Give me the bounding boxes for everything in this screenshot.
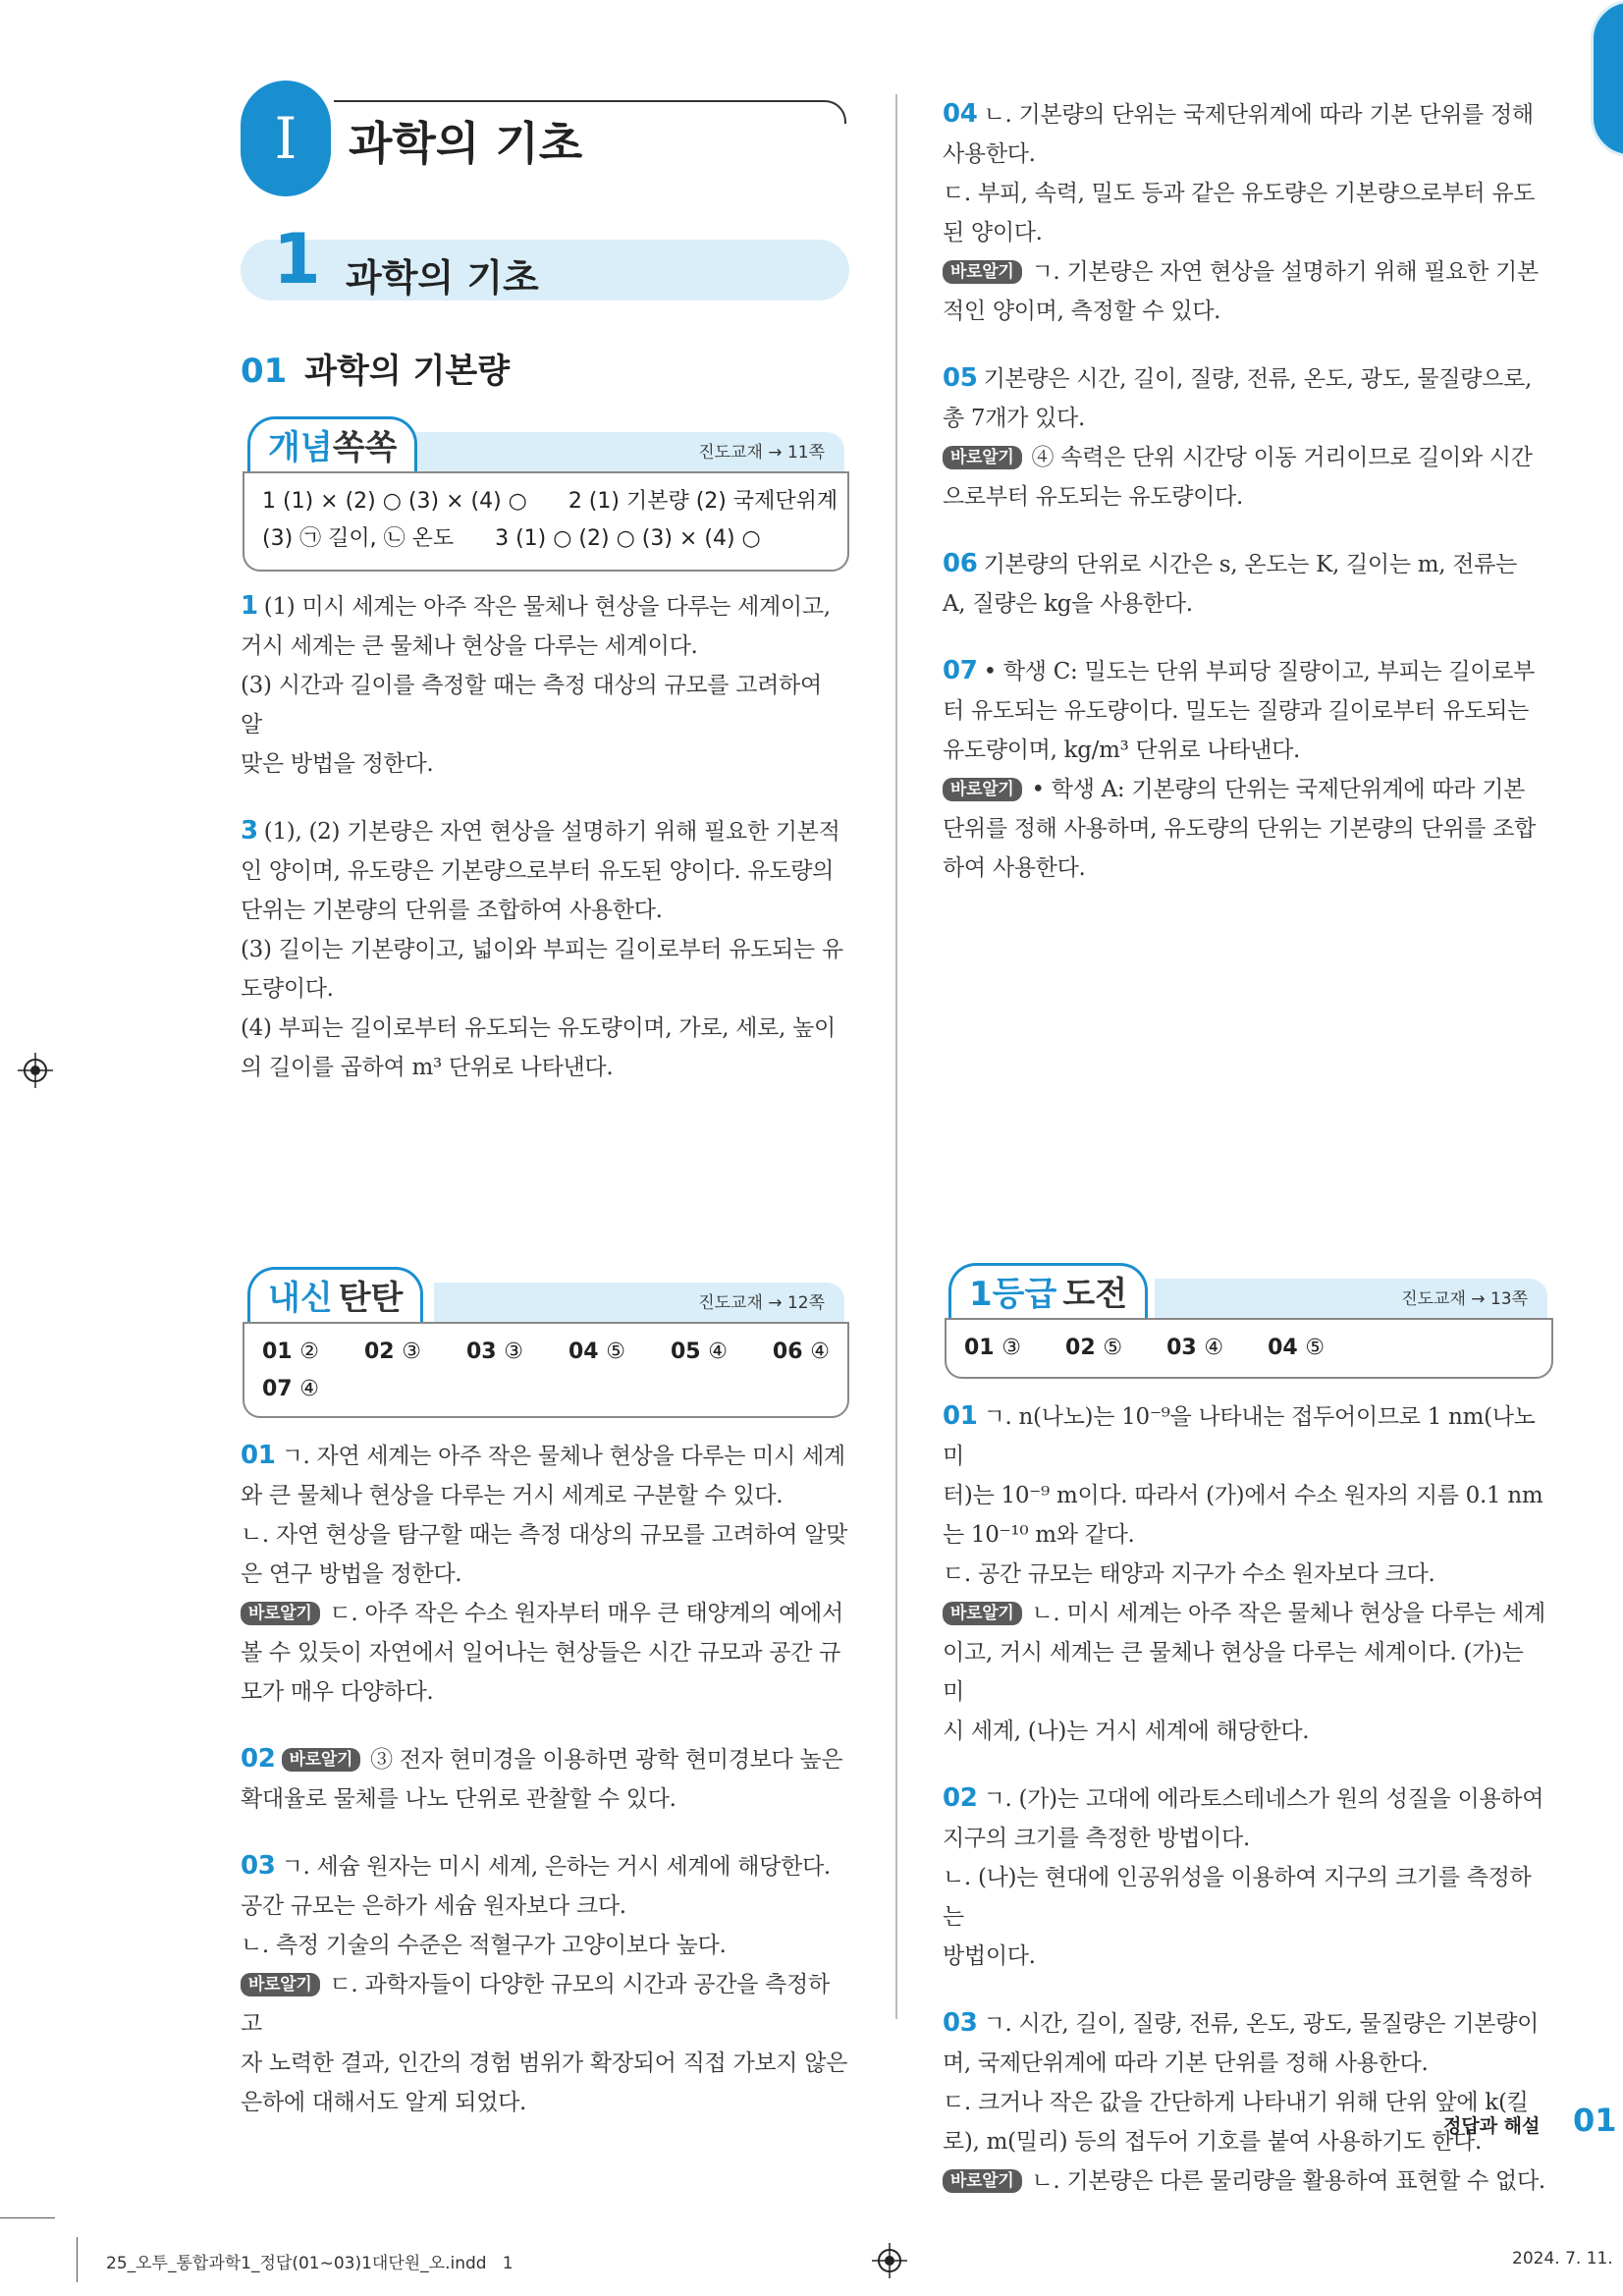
naesin-answer: 03 ③ — [465, 1339, 523, 1364]
naesin-explanations — [241, 1436, 849, 2150]
correction-tag: 바로알기 — [282, 1748, 361, 1772]
naesin-answer: 01 ② — [262, 1339, 320, 1364]
right-top-explanations — [943, 94, 1551, 915]
naesin-header — [247, 1267, 844, 1324]
naesin-answer: 06 ④ — [772, 1339, 830, 1364]
challenge-exp-03: 03 ㄱ. 시간, 길이, 질량, 전류, 온도, 광도, 물질량은 기본량이 며, 국제단위계에 따라 기본 단위를 정해 사용한다. ㄷ. 크거나 작은 값을 간단하게 나타내기 위해 단위 앞에 k(킬 로), m(밀리) 등의 접두어 기호를 붙여 사용하기도 한다. 바로알기 ㄴ. 기본량은 다른 물리량을 활용하여 표현할 수 없다. — [943, 2008, 1545, 2194]
concept-exp-1: 1 (1) 미시 세계는 아주 작은 물체나 현상을 다루는 세계이고, 거시 세계는 큰 물체나 현상을 다루는 세계이다. (3) 시간과 길이를 측정할 때는 측정 대상의 규모를 고려하여 알 맞은 방법을 정한다. — [241, 591, 831, 777]
naesin-label: 내신 탄탄 — [247, 1267, 423, 1327]
concept-explanations — [241, 586, 849, 1115]
correction-tag: 바로알기 — [943, 260, 1022, 284]
unit-title: 과학의 기초 — [346, 256, 539, 300]
subsection-title — [241, 344, 510, 392]
naesin-answer-box — [243, 1322, 849, 1418]
correction-tag: 바로알기 — [241, 1973, 320, 1996]
chapter-rule — [334, 100, 846, 124]
concept-answer-box — [243, 471, 849, 572]
naesin-exp-01: 01 ㄱ. 자연 세계는 아주 작은 물체나 현상을 다루는 미시 세계 와 큰 물체나 현상을 다루는 거시 세계로 구분할 수 있다. ㄴ. 자연 현상을 탐구할 때는 측정 대상의 규모를 고려하여 알맞 은 연구 방법을 정한다. 바로알기 ㄷ. 아주 작은 수소 원자부터 매우 큰 태양계의 예에서 볼 수 있듯이 자연에서 일어나는 현상들은 시간 규모과 공간 규 모가 매우 다양하다. — [241, 1441, 848, 1705]
naesin-answer: 05 ④ — [670, 1339, 728, 1364]
exp-04: 04 ㄴ. 기본량의 단위는 국제단위계에 따라 기본 단위를 정해 사용한다. ㄷ. 부피, 속력, 밀도 등과 같은 유도량은 기본량으로부터 유도 된 양이다. 바로알기 ㄱ. 기본량은 자연 현상을 설명하기 위해 필요한 기본 적인 양이며, 측정할 수 있다. — [943, 99, 1539, 324]
concept-answer-line-1: 1 (1) × (2) ○ (3) × (4) ○ 2 (1) 기본량 (2) 국제단위계 — [262, 489, 839, 514]
footer-page-number: 01 — [1573, 2102, 1617, 2139]
naesin-ref: 진도교재 → 12쪽 — [698, 1293, 825, 1313]
correction-tag: 바로알기 — [943, 1602, 1022, 1625]
correction-tag: 바로알기 — [943, 446, 1022, 469]
naesin-exp-03: 03 ㄱ. 세슘 원자는 미시 세계, 은하는 거시 세계에 해당한다. 공간 규모는 은하가 세슘 원자보다 크다. ㄴ. 측정 기술의 수준은 적혈구가 고양이보다 높다. 바로알기 ㄷ. 과학자들이 다양한 규모의 시간과 공간을 측정하고 자 노력한 결과, 인간의 경험 범위가 확장되어 직접 가보지 않은 은하에 대해서도 알게 되었다. — [241, 1851, 848, 2115]
slug-tick — [77, 2237, 78, 2282]
concept-exp-3: 3 (1), (2) 기본량은 자연 현상을 설명하기 위해 필요한 기본적 인 양이며, 유도량은 기본량으로부터 유도된 양이다. 유도량의 단위는 기본량의 단위를 조합하여 사용한다. (3) 길이는 기본량이고, 넓이와 부피는 길이로부터 유도되는 유 도량이다. (4) 부피는 길이로부터 유도되는 유도량이며, 가로, 세로, 높이 의 길이를 곱하여 m³ 단위로 나타낸다. — [241, 816, 843, 1080]
challenge-exp-01: 01 ㄱ. n(나노)는 10⁻⁹을 나타내는 접두어이므로 1 nm(나노미 터)는 10⁻⁹ m이다. 따라서 (가)에서 수소 원자의 지름 0.1 nm 는 10⁻¹⁰ m와 같다. ㄷ. 공간 규모는 태양과 지구가 수소 원자보다 크다. 바로알기 ㄴ. 미시 세계는 아주 작은 물체나 현상을 다루는 세계 이고, 거시 세계는 큰 물체나 현상을 다루는 세계이다. (가)는 미 시 세계, (나)는 거시 세계에 해당한다. — [943, 1401, 1545, 1744]
naesin-answer: 02 ③ — [363, 1339, 422, 1364]
exp-06: 06 기본량의 단위로 시간은 s, 온도는 K, 길이는 m, 전류는 A, 질량은 kg을 사용한다. — [943, 549, 1518, 617]
naesin-answer: 04 ⑤ — [568, 1339, 625, 1364]
naesin-exp-02: 02 바로알기 ③ 전자 현미경을 이용하면 광학 현미경보다 높은 확대율로 물체를 나노 단위로 관찰할 수 있다. — [241, 1744, 843, 1812]
challenge-header — [948, 1263, 1547, 1320]
concept-ref: 진도교재 → 11쪽 — [698, 443, 825, 463]
edge-tab — [1591, 0, 1623, 157]
exp-05: 05 기본량은 시간, 길이, 질량, 전류, 온도, 광도, 물질량으로, 총 7개가 있다. 바로알기 ④ 속력은 단위 시간당 이동 거리이므로 길이와 시간 으로부터 유도되는 유도량이다. — [943, 363, 1533, 510]
challenge-answer: 04 ⑤ — [1268, 1336, 1325, 1360]
concept-header — [247, 416, 844, 473]
footer-section-label: 정답과 해설 — [1443, 2115, 1541, 2137]
challenge-explanations — [943, 1396, 1551, 2228]
challenge-label: 1등급 도전 — [948, 1263, 1148, 1323]
correction-tag: 바로알기 — [241, 1602, 320, 1625]
unit-number: 1 — [273, 219, 321, 300]
correction-tag: 바로알기 — [943, 2169, 1022, 2193]
concept-answer-line-2: (3) ㉠ 길이, ㉡ 온도 3 (1) ○ (2) ○ (3) × (4) ○ — [262, 526, 761, 551]
subsection-number: 01 — [241, 352, 288, 391]
slug-rule — [0, 2217, 55, 2218]
column-divider — [895, 94, 897, 2019]
correction-tag: 바로알기 — [943, 778, 1022, 801]
slug-filename: 25_오투_통합과학1_정답(01~03)1대단원_오.indd 1 — [106, 2254, 514, 2273]
unit-band — [241, 240, 849, 301]
challenge-answer: 03 ④ — [1166, 1336, 1224, 1360]
challenge-answer: 01 ③ — [964, 1336, 1022, 1360]
registration-mark-icon — [872, 2243, 907, 2282]
subsection-label: 과학의 기본량 — [304, 352, 511, 391]
challenge-exp-02: 02 ㄱ. (가)는 고대에 에라토스테네스가 원의 성질을 이용하여 지구의 크기를 측정한 방법이다. ㄴ. (나)는 현대에 인공위성을 이용하여 지구의 크기를 측정하는 방법이다. — [943, 1783, 1544, 1969]
naesin-answer: 07 ④ — [262, 1377, 320, 1401]
exp-07: 07 • 학생 C: 밀도는 단위 부피당 질량이고, 부피는 길이로부 터 유도되는 유도량이다. 밀도는 질량과 길이로부터 유도되는 유도량이며, kg/m³ 단위로 나타낸다. 바로알기 • 학생 A: 기본량의 단위는 국제단위계에 따라 기본 단위를 정해 사용하며, 유도량의 단위는 기본량의 단위를 조합 하여 사용한다. — [943, 656, 1537, 881]
chapter-title: 과학의 기초 — [349, 117, 583, 170]
chapter-numeral: I — [274, 105, 298, 172]
chapter-badge — [241, 81, 331, 196]
slug-date: 2024. 7. 11. — [1512, 2249, 1613, 2269]
challenge-ref: 진도교재 → 13쪽 — [1401, 1289, 1528, 1309]
challenge-answer-box — [945, 1318, 1553, 1379]
concept-label: 개념쏙쏙 — [247, 416, 417, 476]
challenge-answer: 02 ⑤ — [1065, 1336, 1123, 1360]
registration-mark-icon — [18, 1053, 53, 1092]
